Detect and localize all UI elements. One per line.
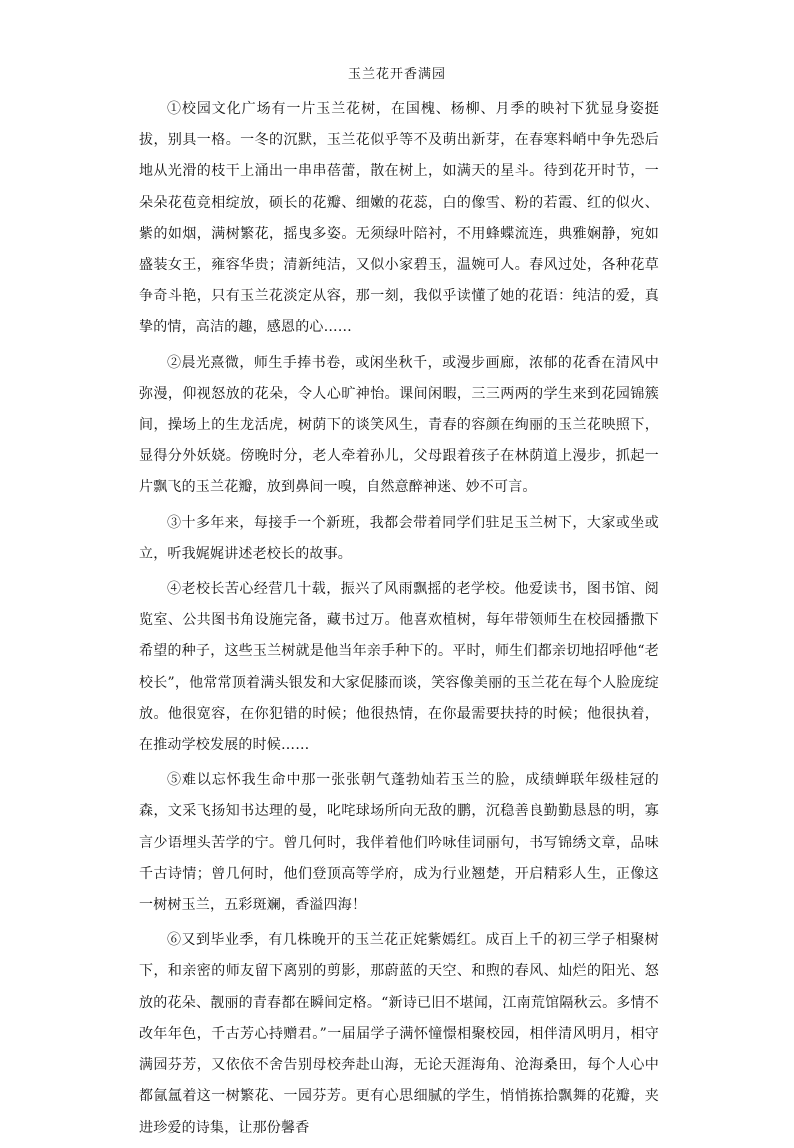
paragraph-5: ⑤难以忘怀我生命中那一张张朝气蓬勃灿若玉兰的脸，成绩蝉联年级桂冠的森，文采飞扬知书达理的曼，叱咤球场所向无敌的鹏，沉稳善良勤勤恳恳的明，寡言少语埋头苦学的宁。曾几何时，我伴着他们吟咏佳词丽句，书写锦绣文章，品味千古诗情；曾几何时，他们登顶高等学府，成为行业翘楚，开启精彩人生，正像这一树树玉兰，五彩斑斓，香溢四海！ xyxy=(139,772,659,914)
article-title: 玉兰花开香满园 xyxy=(347,67,446,82)
paragraph-4: ④老校长苦心经营几十载，振兴了风雨飘摇的老学校。他爱读书，图书馆、阅览室、公共图书角设施完备，藏书过万。他喜欢植树，每年带领师生在校园播撒下希望的种子，这些玉兰树就是他当年亲手种下的。平时，师生们都亲切地招呼他“老校长”，他常常顶着满头银发和大家促膝而谈，笑容像美丽的玉兰花在每个人脸庞绽放。他很宽容，在你犯错的时候；他很热情，在你最需要扶持的时候；他很执着，在推动学校发展的时候…… xyxy=(139,581,659,754)
article-body xyxy=(139,94,659,1148)
paragraph-1: ①校园文化广场有一片玉兰花树，在国槐、杨柳、月季的映衬下犹显身姿挺拔，别具一格。一冬的沉默，玉兰花似乎等不及萌出新芽，在春寒料峭中争先恐后地从光滑的枝干上涌出一串串蓓蕾，散在树上，如满天的星斗。待到花开时节，一朵朵花苞竞相绽放，硕长的花瓣、细嫩的花蕊，白的像雪、粉的若霞、红的似火、紫的如烟，满树繁花，摇曳多姿。无须绿叶陪衬，不用蜂蝶流连，典雅娴静，宛如盛装女王，雍容华贵；清新纯洁，又似小家碧玉，温婉可人。春风过处，各种花草争奇斗艳，只有玉兰花淡定从容，那一刻，我似乎读懂了她的花语：纯洁的爱，真挚的情，高洁的趣，感恩的心…… xyxy=(139,101,659,336)
paragraph-2: ②晨光熹微，师生手捧书卷，或闲坐秋千，或漫步画廊，浓郁的花香在清风中弥漫，仰视怒放的花朵，令人心旷神怡。课间闲暇，三三两两的学生来到花园锦簇间，操场上的生龙活虎，树荫下的谈笑风生，青春的容颜在绚丽的玉兰花映照下，显得分外妖娆。傍晚时分，老人牵着孙儿，父母跟着孩子在林荫道上漫步，抓起一片飘飞的玉兰花瓣，放到鼻间一嗅，自然意醉神迷、妙不可言。 xyxy=(139,354,659,496)
paragraph-3: ③十多年来，每接手一个新班，我都会带着同学们驻足玉兰树下，大家或坐或立，听我娓娓讲述老校长的故事。 xyxy=(139,514,659,562)
paragraph-6: ⑥又到毕业季，有几株晚开的玉兰花正姹紫嫣红。成百上千的初三学子相聚树下，和亲密的师友留下离别的剪影，那蔚蓝的天空、和煦的春风、灿烂的阳光、怒放的花朵、靓丽的青春都在瞬间定格。“新诗已旧不堪闻，江南荒馆隔秋云。多情不改年年色，千古芳心持赠君。”一届届学子满怀憧憬相聚校园，相伴清风明月，相守满园芬芳，又依依不舍告别母校奔赴山海，无论天涯海角、沧海桑田，每个人心中都氤氲着这一树繁花、一园芬芳。更有心思细腻的学生，悄悄拣拾飘舞的花瓣，夹进珍爱的诗集，让那份馨香 xyxy=(139,932,659,1136)
